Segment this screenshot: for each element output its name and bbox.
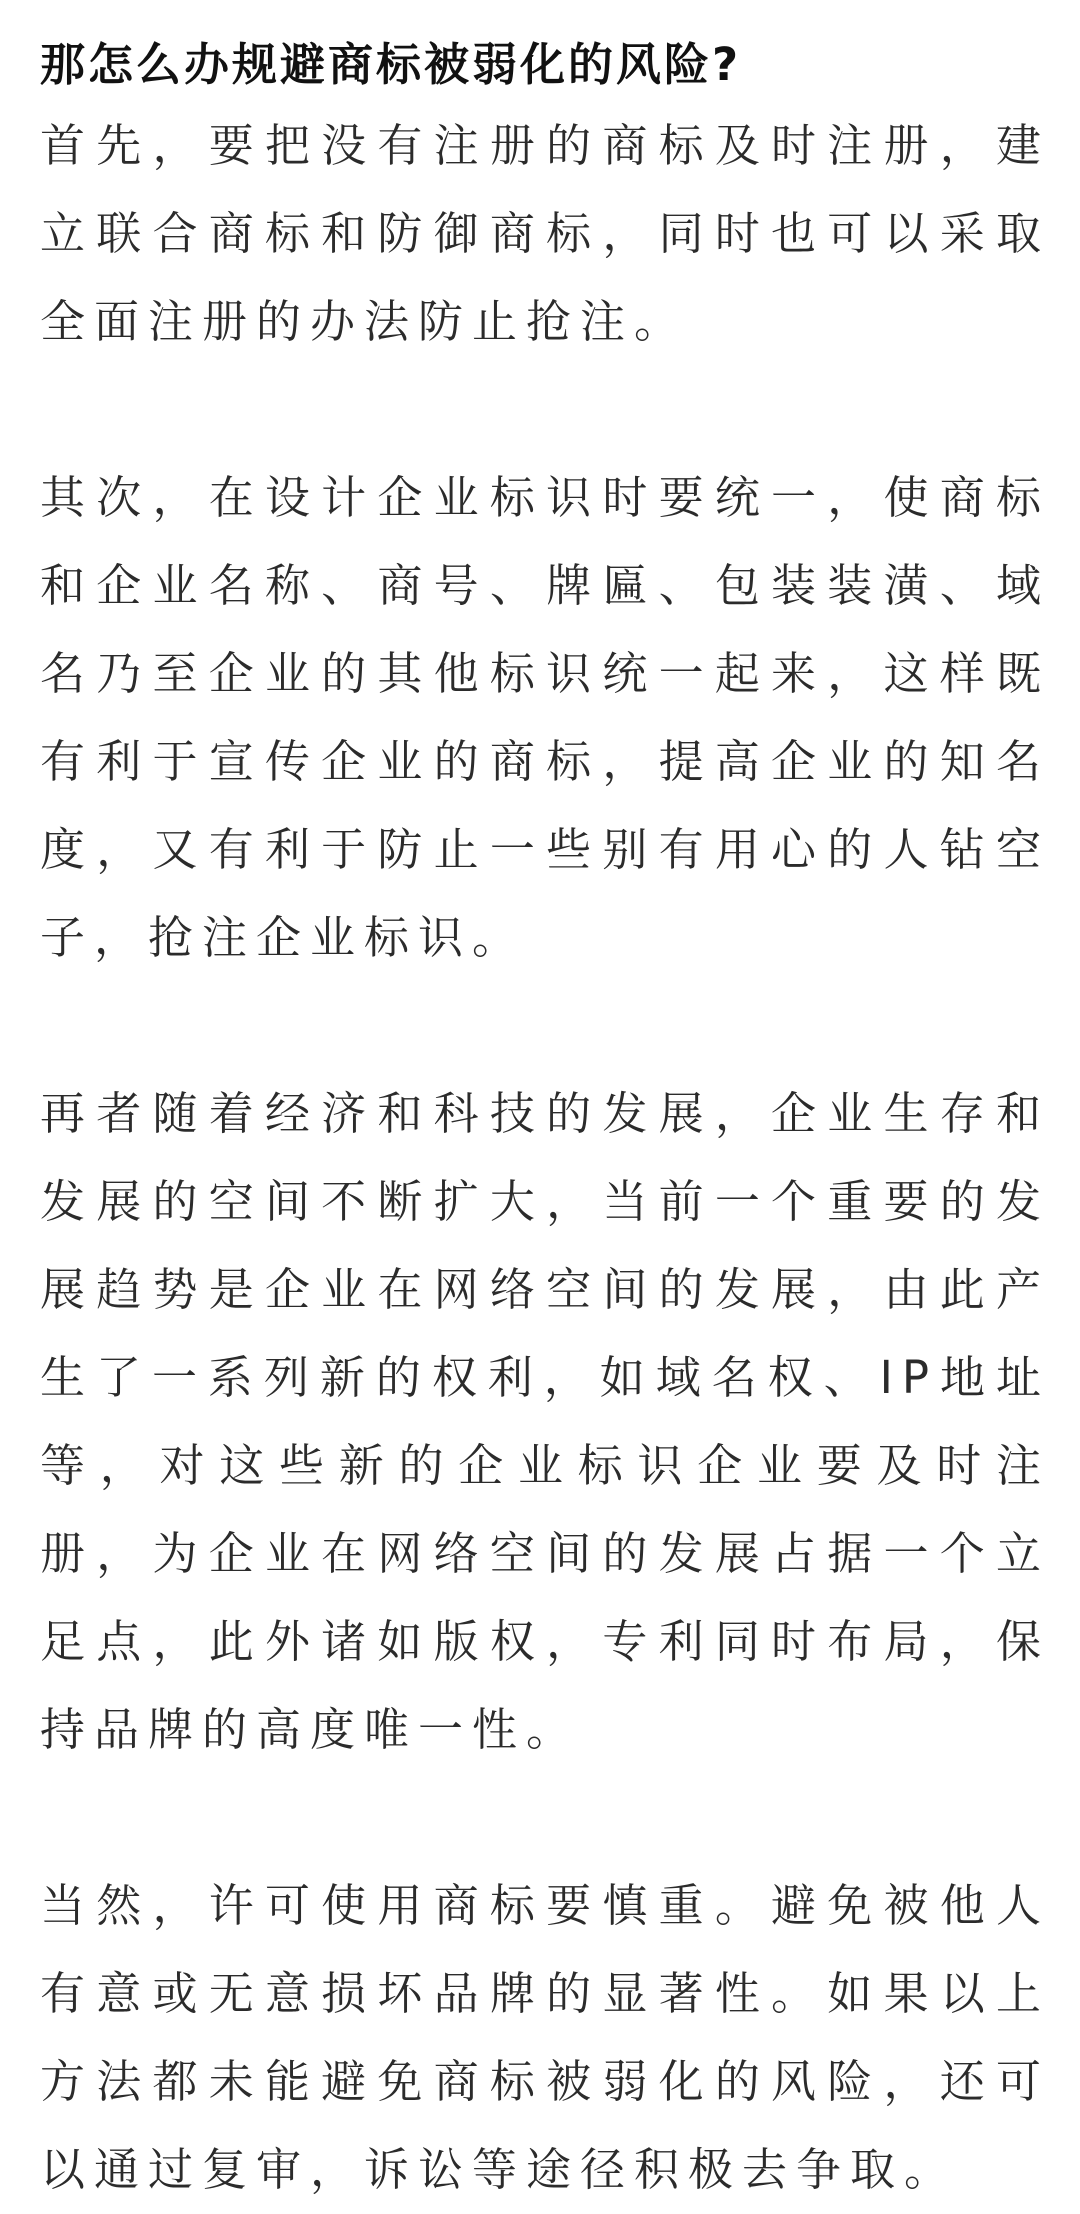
- paragraph-spacer: [40, 982, 1050, 1070]
- paragraph-unified-identity: 其次，在设计企业标识时要统一，使商标和企业名称、商号、牌匾、包装装潢、域名乃至企业的其他标识统一起来，这样既有利于宣传企业的商标，提高企业的知名度，又有利于防止一些别有用心的人钻空子，抢注企业标识。: [40, 471, 1050, 964]
- paragraph-registration: 首先，要把没有注册的商标及时注册，建立联合商标和防御商标，同时也可以采取全面注册的办法防止抢注。: [40, 119, 1050, 348]
- paragraph-licensing: 当然，许可使用商标要慎重。避免被他人有意或无意损坏品牌的显著性。如果以上方法都未能避免商标被弱化的风险，还可以通过复审，诉讼等途径积极去争取。: [40, 1879, 1050, 2196]
- paragraph-network-space: 再者随着经济和科技的发展，企业生存和发展的空间不断扩大，当前一个重要的发展趋势是企业在网络空间的发展，由此产生了一系列新的权利，如域名权、IP地址等，对这些新的企业标识企业要及时注册，为企业在网络空间的发展占据一个立足点，此外诸如版权，专利同时布局，保持品牌的高度唯一性。: [40, 1087, 1050, 1756]
- paragraph-spacer: [40, 366, 1050, 454]
- article-body: [40, 28, 1050, 2214]
- paragraph-spacer: [40, 1774, 1050, 1862]
- article-heading: 那怎么办规避商标被弱化的风险?: [40, 38, 742, 91]
